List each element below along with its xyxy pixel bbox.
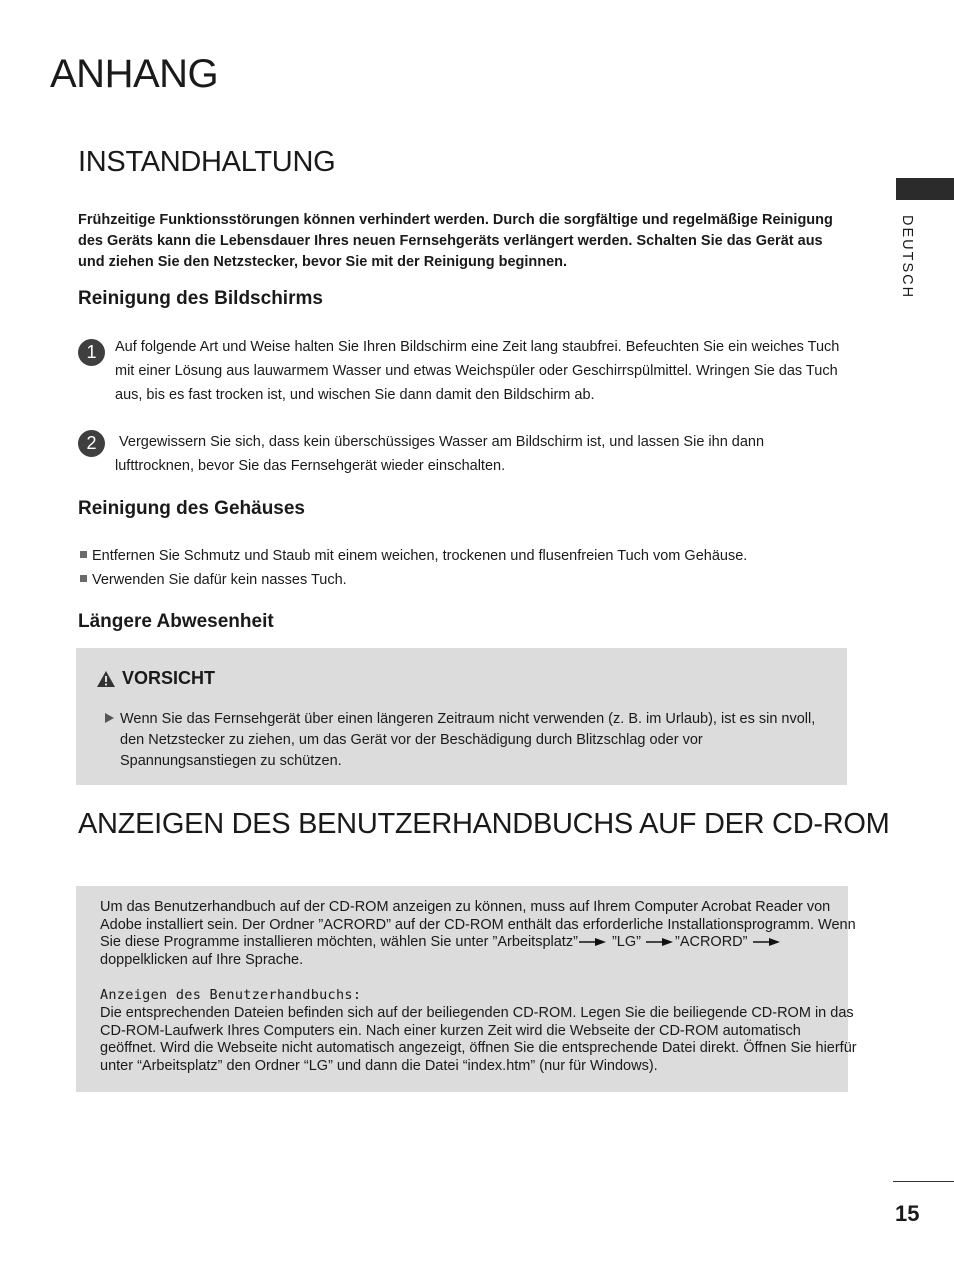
- page-number-rule: [893, 1181, 954, 1182]
- caution-heading: [96, 668, 215, 689]
- subheading-housing-cleaning: Reinigung des Gehäuses: [78, 498, 305, 519]
- bullet-text: Entfernen Sie Schmutz und Staub mit einem weichen, trockenen und flusenfreien Tuch vom Gehäuse.: [92, 548, 748, 564]
- right-arrow-icon: [645, 937, 675, 947]
- cdrom-install-paragraph: [100, 899, 860, 969]
- language-label: DEUTSCH: [899, 215, 915, 300]
- step-number-2: 2: [78, 430, 105, 457]
- step-text-2: Vergewissern Sie sich, dass kein überschüssiges Wasser am Bildschirm ist, und lassen Sie ihn dann lufttrocknen, bevor Sie das Fernsehgerät wieder einschalten.: [115, 434, 769, 474]
- caution-label: VORSICHT: [122, 668, 216, 688]
- subheading-screen-cleaning: Reinigung des Bildschirms: [78, 288, 323, 309]
- section-heading-cdrom: ANZEIGEN DES BENUTZERHANDBUCHS AUF DER CD-ROM: [78, 808, 890, 840]
- cdrom-text-part: doppelklicken auf Ihre Sprache.: [100, 951, 304, 968]
- page-title: ANHANG: [50, 52, 219, 96]
- bullet-text: Verwenden Sie dafür kein nasses Tuch.: [92, 572, 347, 588]
- bullet-square-icon: [80, 575, 87, 582]
- warning-triangle-icon: [96, 670, 116, 688]
- pointer-arrow-icon: [105, 713, 114, 723]
- step-number-1: 1: [78, 339, 105, 366]
- caution-text: Wenn Sie das Fernsehgerät über einen längeren Zeitraum nicht verwenden (z. B. im Urlaub), ist es sin nvoll, den Netzstecker zu ziehen, um das Gerät vor der Beschädigung durch Blitzschlag oder vor Spannungsanstiegen zu schützen.: [120, 711, 816, 769]
- section-heading-maintenance: INSTANDHALTUNG: [78, 146, 336, 178]
- cdrom-subheading: Anzeigen des Benutzerhandbuchs:: [100, 987, 362, 1003]
- right-arrow-icon: [752, 937, 782, 947]
- language-tab-marker: [896, 178, 954, 200]
- cdrom-text-part: Um das Benutzerhandbuch auf der CD-ROM anzeigen zu können, muss auf Ihrem Computer Acrobat Reader von Adobe installiert sein. Der Ordner ”ACRORD” auf der CD-ROM enthält das erforderliche Installationsprogramm. Wenn Sie diese Programme installieren möchten, wählen Sie unter ”Arbeitsplatz”: [100, 899, 856, 951]
- bullet-item: [80, 546, 747, 566]
- step-text-1: Auf folgende Art und Weise halten Sie Ihren Bildschirm eine Zeit lang staubfrei. Befeuchten Sie ein weiches Tuch mit einer Lösung aus lauwarmem Wasser und etwas Weichspüler oder Geschirrspülmittel. Wringen Sie das Tuch aus, bis es fast trocken ist, und wischen Sie dann damit den Bildschirm ab.: [115, 339, 840, 403]
- cdrom-manual-paragraph: Die entsprechenden Dateien befinden sich auf der beiliegenden CD-ROM. Legen Sie die beiliegende CD-ROM in das CD-ROM-Laufwerk Ihres Computers ein. Nach einer kurzen Zeit wird die Webseite der CD-ROM automatisch geöffnet. Wird die Webseite nicht automatisch angezeigt, öffnen Sie die entsprechende Datei direkt. Öffnen Sie hierfür unter “Arbeitsplatz” den Ordner “LG” und dann die Datei “index.htm” (nur für Windows).: [100, 1005, 857, 1074]
- bullet-item: [80, 570, 347, 590]
- cdrom-text-part: ”ACRORD”: [674, 934, 752, 951]
- bullet-square-icon: [80, 551, 87, 558]
- page-number: 15: [895, 1201, 920, 1226]
- cdrom-text-part: ”LG”: [607, 934, 645, 951]
- right-arrow-icon: [578, 937, 608, 947]
- maintenance-intro: Frühzeitige Funktionsstörungen können verhindert werden. Durch die sorgfältige und regelmäßige Reinigung des Geräts kann die Lebensdauer Ihres neuen Fernsehgeräts verlängert werden. Schalten Sie das Gerät aus und ziehen Sie den Netzstecker, bevor Sie mit der Reinigung beginnen.: [78, 212, 833, 270]
- subheading-long-absence: Längere Abwesenheit: [78, 611, 274, 632]
